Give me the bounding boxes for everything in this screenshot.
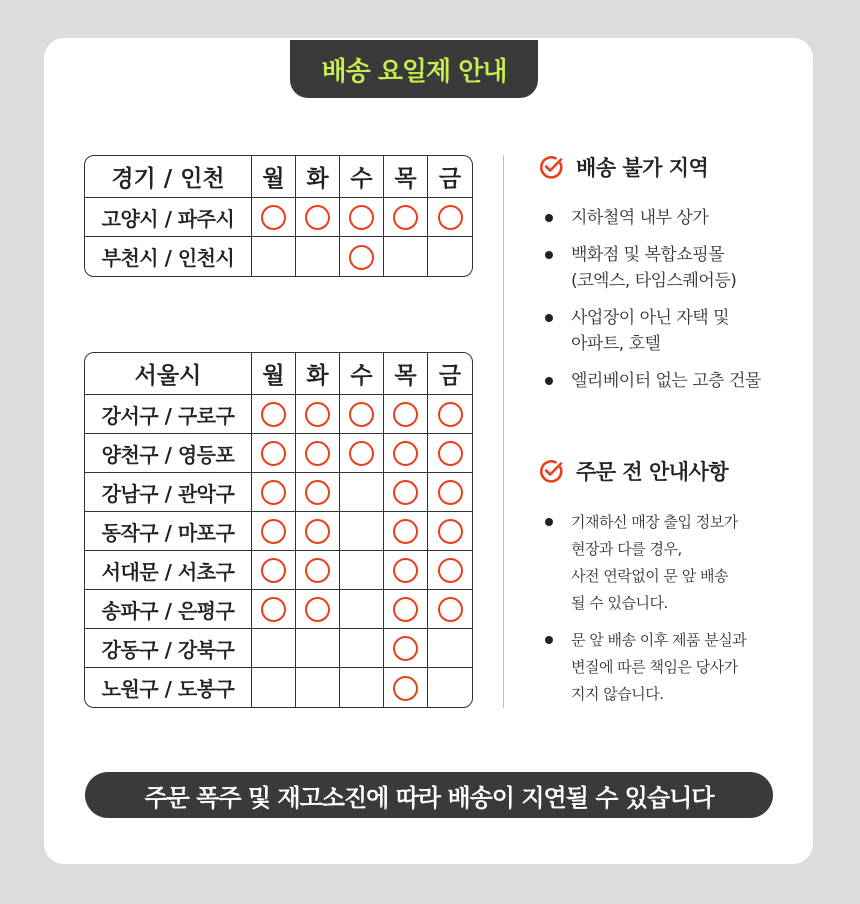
day-cell-tue	[296, 237, 340, 276]
table-row	[85, 198, 472, 237]
delivery-available-circle-icon	[438, 441, 463, 466]
day-cell-thu	[384, 237, 428, 276]
day-cell-wed	[340, 473, 384, 512]
list-item-line: 지지 않습니다.	[571, 685, 664, 703]
delivery-available-circle-icon	[438, 480, 463, 505]
day-cell-wed	[340, 590, 384, 629]
day-cell-mon	[252, 629, 296, 668]
table-row	[85, 668, 472, 707]
order-notice-heading	[538, 456, 728, 486]
no-delivery-heading-text: 배송 불가 지역	[576, 156, 709, 180]
day-cell-mon	[252, 198, 296, 237]
delivery-available-circle-icon	[393, 597, 418, 622]
delivery-available-circle-icon	[393, 402, 418, 427]
delivery-available-circle-icon	[305, 441, 330, 466]
bullet-dot-icon	[545, 251, 553, 259]
gyeonggi-schedule-table	[84, 155, 473, 277]
day-cell-thu	[384, 590, 428, 629]
day-cell-tue	[296, 473, 340, 512]
day-cell-fri	[428, 198, 472, 237]
area-name-cell: 서대문 / 서초구	[85, 551, 252, 590]
area-name-cell: 강동구 / 강북구	[85, 629, 252, 668]
day-cell-mon	[252, 551, 296, 590]
day-cell-wed	[340, 551, 384, 590]
day-cell-thu	[384, 473, 428, 512]
day-cell-wed	[340, 198, 384, 237]
vertical-divider	[503, 155, 504, 708]
day-cell-tue	[296, 551, 340, 590]
page-title: 배송 요일제 안내	[290, 40, 538, 98]
table-row	[85, 395, 472, 434]
delivery-available-circle-icon	[438, 205, 463, 230]
day-cell-fri	[428, 434, 472, 473]
day-cell-thu	[384, 434, 428, 473]
area-name-cell: 양천구 / 영등포	[85, 434, 252, 473]
day-cell-tue	[296, 395, 340, 434]
list-item-line: 변질에 따른 책임은 당사가	[571, 658, 738, 676]
day-cell-fri	[428, 551, 472, 590]
table-row	[85, 237, 472, 276]
day-cell-mon	[252, 668, 296, 707]
bullet-dot-icon	[545, 377, 553, 385]
area-name-cell: 강서구 / 구로구	[85, 395, 252, 434]
delivery-available-circle-icon	[393, 205, 418, 230]
day-cell-tue	[296, 198, 340, 237]
seoul-schedule-table	[84, 352, 473, 708]
list-item-line: 백화점 및 복합쇼핑몰	[571, 245, 725, 265]
day-header-thu: 목	[384, 353, 428, 395]
area-name-cell: 송파구 / 은평구	[85, 590, 252, 629]
delivery-available-circle-icon	[305, 519, 330, 544]
table-row	[85, 629, 472, 668]
list-item	[545, 305, 761, 357]
day-header-thu: 목	[384, 156, 428, 198]
area-name-cell: 부천시 / 인천시	[85, 237, 252, 276]
list-item	[545, 368, 761, 394]
day-header-wed: 수	[340, 156, 384, 198]
day-cell-fri	[428, 512, 472, 551]
delivery-available-circle-icon	[349, 245, 374, 270]
day-cell-mon	[252, 237, 296, 276]
day-header-tue: 화	[296, 156, 340, 198]
day-header-mon: 월	[252, 353, 296, 395]
table-header-row	[85, 353, 472, 395]
day-cell-thu	[384, 668, 428, 707]
order-notice-list	[545, 509, 746, 718]
delivery-available-circle-icon	[349, 402, 374, 427]
table-row	[85, 590, 472, 629]
day-cell-tue	[296, 668, 340, 707]
day-cell-mon	[252, 473, 296, 512]
list-item-line: 기재하신 매장 출입 정보가	[571, 513, 738, 531]
day-cell-wed	[340, 395, 384, 434]
day-cell-wed	[340, 237, 384, 276]
day-header-wed: 수	[340, 353, 384, 395]
list-item-line: 현장과 다를 경우,	[571, 540, 682, 558]
delivery-available-circle-icon	[393, 636, 418, 661]
day-cell-tue	[296, 590, 340, 629]
day-cell-tue	[296, 629, 340, 668]
day-cell-wed	[340, 629, 384, 668]
table-header-row	[85, 156, 472, 198]
delivery-available-circle-icon	[305, 402, 330, 427]
check-circle-icon	[538, 154, 564, 180]
delivery-available-circle-icon	[261, 205, 286, 230]
table-row	[85, 551, 472, 590]
day-cell-tue	[296, 434, 340, 473]
day-cell-thu	[384, 512, 428, 551]
delivery-available-circle-icon	[393, 676, 418, 701]
area-name-cell: 동작구 / 마포구	[85, 512, 252, 551]
bullet-dot-icon	[545, 518, 553, 526]
list-item-line: (코엑스, 타임스퀘어등)	[571, 271, 737, 291]
day-cell-thu	[384, 395, 428, 434]
delivery-available-circle-icon	[393, 480, 418, 505]
delivery-available-circle-icon	[349, 441, 374, 466]
day-header-mon: 월	[252, 156, 296, 198]
day-cell-thu	[384, 629, 428, 668]
list-item-line: 엘리베이터 없는 고층 건물	[571, 371, 761, 391]
bullet-dot-icon	[545, 214, 553, 222]
day-cell-mon	[252, 434, 296, 473]
list-item	[545, 242, 761, 294]
table-header-area: 서울시	[85, 353, 252, 395]
list-item-line: 문 앞 배송 이후 제품 분실과	[571, 631, 747, 649]
day-cell-thu	[384, 551, 428, 590]
list-item-line: 지하철역 내부 상가	[571, 208, 709, 228]
area-name-cell: 노원구 / 도봉구	[85, 668, 252, 707]
table-row	[85, 473, 472, 512]
delivery-available-circle-icon	[305, 558, 330, 583]
table-row	[85, 512, 472, 551]
delivery-available-circle-icon	[438, 519, 463, 544]
day-cell-wed	[340, 512, 384, 551]
delivery-available-circle-icon	[261, 519, 286, 544]
delivery-available-circle-icon	[261, 597, 286, 622]
day-cell-mon	[252, 395, 296, 434]
list-item	[545, 509, 746, 617]
list-item-line: 사업장이 아닌 자택 및	[571, 308, 730, 328]
bullet-dot-icon	[545, 636, 553, 644]
day-cell-fri	[428, 395, 472, 434]
delivery-available-circle-icon	[305, 597, 330, 622]
delivery-available-circle-icon	[349, 205, 374, 230]
order-notice-heading-text: 주문 전 안내사항	[576, 460, 729, 484]
day-cell-fri	[428, 590, 472, 629]
area-name-cell: 고양시 / 파주시	[85, 198, 252, 237]
day-cell-fri	[428, 668, 472, 707]
delivery-available-circle-icon	[393, 558, 418, 583]
bullet-dot-icon	[545, 314, 553, 322]
day-cell-tue	[296, 512, 340, 551]
day-cell-thu	[384, 198, 428, 237]
area-name-cell: 강남구 / 관악구	[85, 473, 252, 512]
day-cell-mon	[252, 512, 296, 551]
day-header-tue: 화	[296, 353, 340, 395]
delivery-available-circle-icon	[261, 402, 286, 427]
table-row	[85, 434, 472, 473]
delay-notice-banner: 주문 폭주 및 재고소진에 따라 배송이 지연될 수 있습니다	[85, 772, 773, 818]
delivery-available-circle-icon	[438, 402, 463, 427]
day-header-fri: 금	[428, 353, 472, 395]
day-header-fri: 금	[428, 156, 472, 198]
list-item-line: 될 수 있습니다.	[571, 594, 668, 612]
delivery-available-circle-icon	[305, 480, 330, 505]
delivery-available-circle-icon	[261, 441, 286, 466]
list-item-line: 사전 연락없이 문 앞 배송	[571, 567, 728, 585]
no-delivery-list	[545, 205, 761, 405]
delivery-available-circle-icon	[261, 558, 286, 583]
check-circle-icon	[538, 458, 564, 484]
list-item	[545, 205, 761, 231]
day-cell-wed	[340, 668, 384, 707]
no-delivery-heading	[538, 152, 708, 182]
day-cell-wed	[340, 434, 384, 473]
delivery-available-circle-icon	[438, 597, 463, 622]
day-cell-fri	[428, 237, 472, 276]
day-cell-mon	[252, 590, 296, 629]
list-item-line: 아파트, 호텔	[571, 334, 661, 354]
delivery-available-circle-icon	[393, 441, 418, 466]
list-item	[545, 627, 746, 708]
delivery-available-circle-icon	[261, 480, 286, 505]
table-header-area: 경기 / 인천	[85, 156, 252, 198]
delivery-available-circle-icon	[438, 558, 463, 583]
delivery-available-circle-icon	[393, 519, 418, 544]
delivery-available-circle-icon	[305, 205, 330, 230]
day-cell-fri	[428, 473, 472, 512]
day-cell-fri	[428, 629, 472, 668]
